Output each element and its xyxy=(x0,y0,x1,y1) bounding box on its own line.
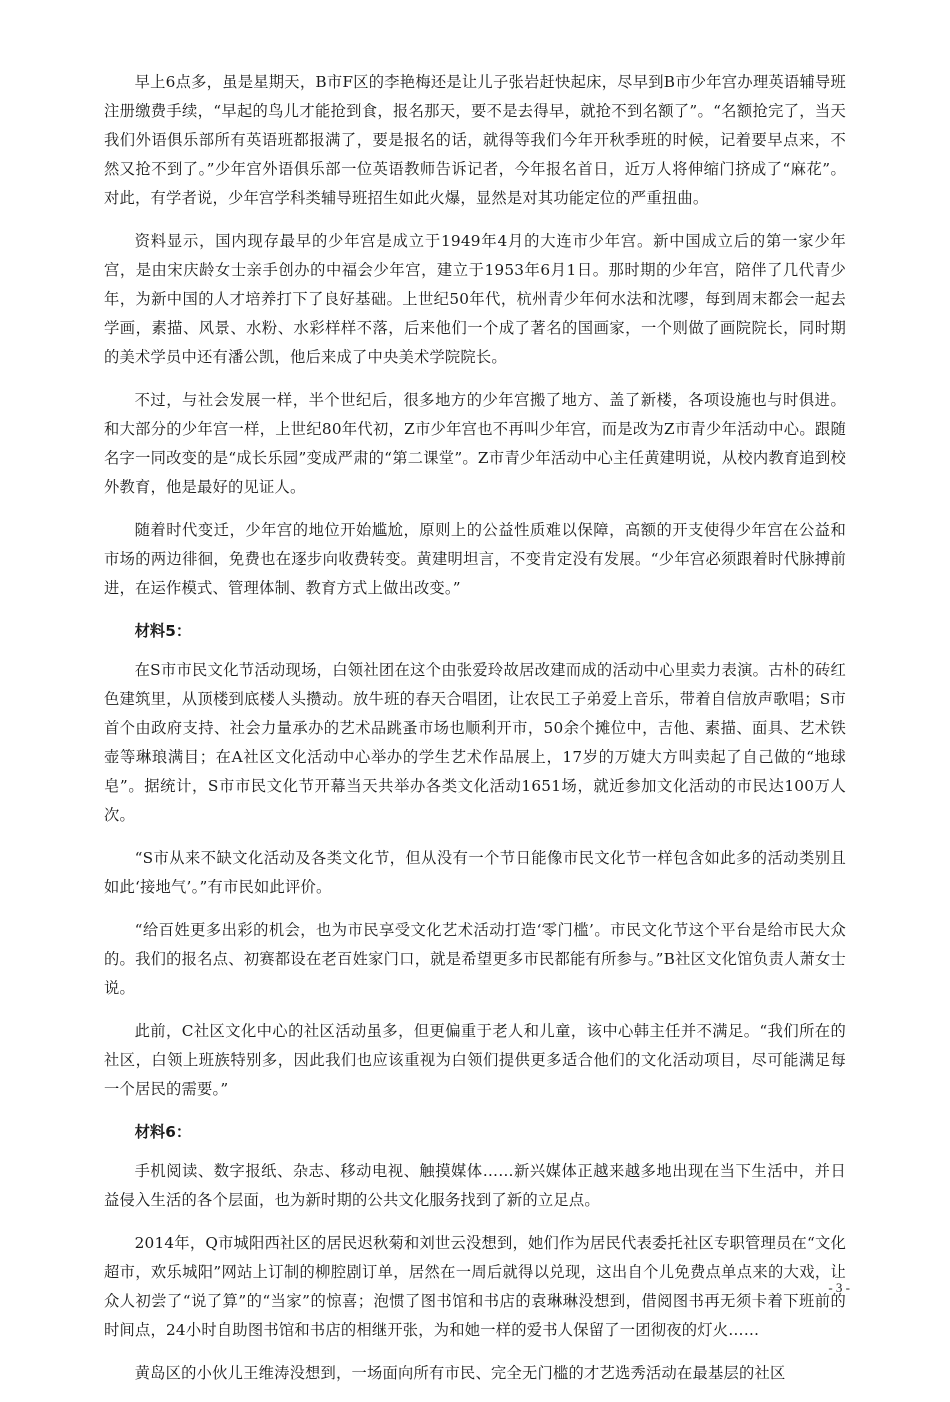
paragraph: “给百姓更多出彩的机会，也为市民享受文化艺术活动打造‘零门槛’。市民文化节这个平台是给市民大众的。我们的报名点、初赛都设在老百姓家门口，就是希望更多市民都能有所参与。”B社区文化馆负责人萧女士说。 xyxy=(104,921,846,997)
paragraph: 此前，C社区文化中心的社区活动虽多，但更偏重于老人和儿童，该中心韩主任并不满足。“我们所在的社区，白领上班族特别多，因此我们也应该重视为白领们提供更多适合他们的文化活动项目，尽可能满足每一个居民的需要。” xyxy=(104,1022,846,1098)
paragraph: 资料显示，国内现存最早的少年宫是成立于1949年4月的大连市少年宫。新中国成立后的第一家少年宫，是由宋庆龄女士亲手创办的中福会少年宫，建立于1953年6月1日。那时期的少年宫，陪伴了几代青少年，为新中国的人才培养打下了良好基础。上世纪50年代，杭州青少年何水法和沈嘐，每到周末都会一起去学画，素描、风景、水粉、水彩样样不落，后来他们一个成了著名的国画家，一个则做了画院院长，同时期的美术学员中还有潘公凯，他后来成了中央美术学院院长。 xyxy=(104,232,846,366)
paragraph: 不过，与社会发展一样，半个世纪后，很多地方的少年宫搬了地方、盖了新楼，各项设施也与时俱进。和大部分的少年宫一样，上世纪80年代初，Z市少年宫也不再叫少年宫，而是改为Z市青少年活动中心。跟随名字一同改变的是“成长乐园”变成严肃的“第二课堂”。Z市青少年活动中心主任黄建明说，从校内教育追到校外教育，他是最好的见证人。 xyxy=(104,391,846,496)
section-heading-material-5: 材料5： xyxy=(134,622,192,640)
paragraph: 黄岛区的小伙儿王维涛没想到，一场面向所有市民、完全无门槛的才艺选秀活动在最基层的社区 xyxy=(134,1364,786,1382)
paragraph: 早上6点多，虽是星期天，B市F区的李艳梅还是让儿子张岩赶快起床，尽早到B市少年宫办理英语辅导班注册缴费手续，“早起的鸟儿才能抢到食，报名那天，要不是去得早，就抢不到名额了”。“名额抢完了，当天我们外语俱乐部所有英语班都报满了，要是报名的话，就得等我们今年开秋季班的时候，记着要早点来，不然又抢不到了。”少年宫外语俱乐部一位英语教师告诉记者，今年报名首日，近万人将伸缩门挤成了“麻花”。对此，有学者说，少年宫学科类辅导班招生如此火爆，显然是对其功能定位的严重扭曲。 xyxy=(104,73,846,207)
document-page xyxy=(104,68,846,1402)
paragraph: 2014年，Q市城阳西社区的居民迟秋菊和刘世云没想到，她们作为居民代表委托社区专职管理员在“文化超市，欢乐城阳”网站上订制的柳腔剧订单，居然在一周后就得以兑现，这出自个儿免费点单点来的大戏，让众人初尝了“说了算”的“当家”的惊喜；泡惯了图书馆和书店的袁琳琳没想到，借阅图书再无须卡着下班前的时间点，24小时自助图书馆和书店的相继开张，为和她一样的爱书人保留了一团彻夜的灯火…… xyxy=(104,1234,846,1339)
page-number: - 3 - xyxy=(828,1280,850,1295)
paragraph: 在S市市民文化节活动现场，白领社团在这个由张爱玲故居改建而成的活动中心里卖力表演。古朴的砖红色建筑里，从顶楼到底楼人头攒动。放牛班的春天合唱团，让农民工子弟爱上音乐，带着自信放声歌唱；S市首个由政府支持、社会力量承办的艺术品跳蚤市场也顺利开市，50余个摊位中，吉他、素描、面具、艺术铁壶等琳琅满目；在A社区文化活动中心举办的学生艺术作品展上，17岁的万婕大方叫卖起了自己做的“地球皂”。据统计，S市市民文化节开幕当天共举办各类文化活动1651场，就近参加文化活动的市民达100万人次。 xyxy=(104,661,846,824)
paragraph: “S市从来不缺文化活动及各类文化节，但从没有一个节日能像市民文化节一样包含如此多的活动类别且如此‘接地气’。”有市民如此评价。 xyxy=(104,849,846,896)
paragraph: 手机阅读、数字报纸、杂志、移动电视、触摸媒体……新兴媒体正越来越多地出现在当下生活中，并日益侵入生活的各个层面，也为新时期的公共文化服务找到了新的立足点。 xyxy=(104,1162,846,1209)
paragraph: 随着时代变迁，少年宫的地位开始尴尬，原则上的公益性质难以保障，高额的开支使得少年宫在公益和市场的两边徘徊，免费也在逐步向收费转变。黄建明坦言，不变肯定没有发展。“少年宫必须跟着时代脉搏前进，在运作模式、管理体制、教育方式上做出改变。” xyxy=(104,521,846,597)
section-heading-material-6: 材料6： xyxy=(134,1123,192,1141)
